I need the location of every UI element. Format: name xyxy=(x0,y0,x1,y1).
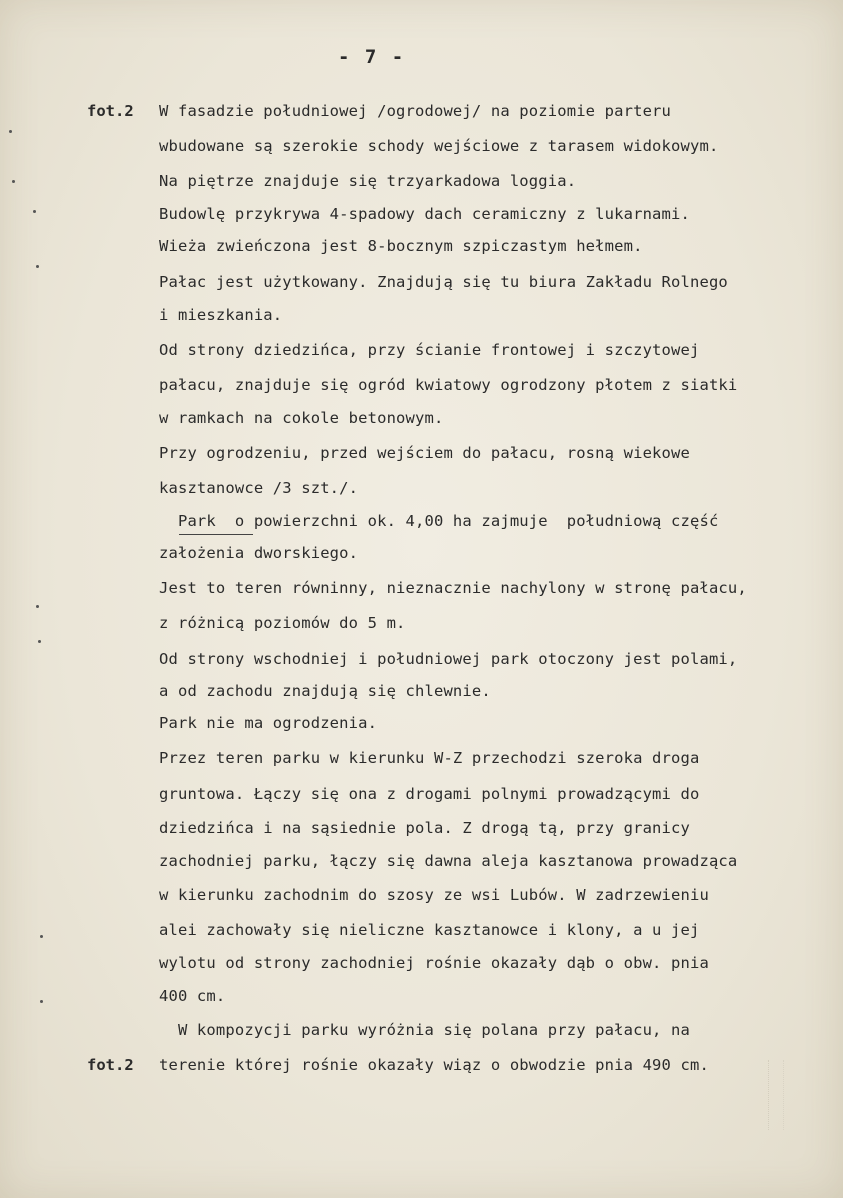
park-underline xyxy=(179,534,253,535)
text-line: kasztanowce /3 szt./. xyxy=(159,479,359,497)
text-line: i mieszkania. xyxy=(159,306,283,324)
text-line: Od strony wschodniej i południowej park otoczony jest polami, xyxy=(159,650,738,668)
faint-pencil-marks xyxy=(768,1060,784,1130)
text-line: 400 cm. xyxy=(159,987,226,1005)
text-line: Budowlę przykrywa 4-spadowy dach ceramiczny z lukarnami. xyxy=(159,205,690,223)
text-line: dziedzińca i na sąsiednie pola. Z drogą tą, przy granicy xyxy=(159,819,690,837)
text-line: Przez teren parku w kierunku W-Z przechodzi szeroka droga xyxy=(159,749,700,767)
text-line: Park o powierzchni ok. 4,00 ha zajmuje południową część xyxy=(159,512,719,530)
text-line: alei zachowały się nieliczne kasztanowce i klony, a u jej xyxy=(159,921,700,939)
text-line: W fasadzie południowej /ogrodowej/ na poziomie parteru xyxy=(159,102,672,120)
text-line: W kompozycji parku wyróżnia się polana przy pałacu, na xyxy=(159,1021,690,1039)
text-line: gruntowa. Łączy się ona z drogami polnymi prowadzącymi do xyxy=(159,785,700,803)
text-line: Jest to teren równinny, nieznacznie nachylony w stronę pałacu, xyxy=(159,579,747,597)
text-line: Park nie ma ogrodzenia. xyxy=(159,714,378,732)
text-line: pałacu, znajduje się ogród kwiatowy ogrodzony płotem z siatki xyxy=(159,376,738,394)
text-line: Na piętrze znajduje się trzyarkadowa loggia. xyxy=(159,172,577,190)
punch-mark xyxy=(9,130,12,133)
text-line: terenie której rośnie okazały wiąz o obwodzie pnia 490 cm. xyxy=(159,1056,709,1074)
text-line: założenia dworskiego. xyxy=(159,544,359,562)
text-line: Pałac jest użytkowany. Znajdują się tu biura Zakładu Rolnego xyxy=(159,273,728,291)
punch-mark xyxy=(36,605,39,608)
margin-note-photo-reference: fot.2 xyxy=(87,102,134,120)
text-line: w ramkach na cokole betonowym. xyxy=(159,409,444,427)
text-line: zachodniej parku, łączy się dawna aleja kasztanowa prowadząca xyxy=(159,852,738,870)
punch-mark xyxy=(33,210,36,213)
punch-mark xyxy=(38,640,41,643)
text-line: w kierunku zachodnim do szosy ze wsi Lubów. W zadrzewieniu xyxy=(159,886,709,904)
text-line: a od zachodu znajdują się chlewnie. xyxy=(159,682,491,700)
punch-mark xyxy=(40,935,43,938)
text-line: wbudowane są szerokie schody wejściowe z tarasem widokowym. xyxy=(159,137,719,155)
punch-mark xyxy=(12,180,15,183)
text-line: Przy ogrodzeniu, przed wejściem do pałacu, rosną wiekowe xyxy=(159,444,690,462)
text-line: Od strony dziedzińca, przy ścianie frontowej i szczytowej xyxy=(159,341,700,359)
page-number: - 7 - xyxy=(338,46,406,68)
punch-mark xyxy=(40,1000,43,1003)
margin-note-photo-reference: fot.2 xyxy=(87,1056,134,1074)
text-line: Wieża zwieńczona jest 8-bocznym szpiczastym hełmem. xyxy=(159,237,643,255)
text-line: wylotu od strony zachodniej rośnie okazały dąb o obw. pnia xyxy=(159,954,709,972)
punch-mark xyxy=(36,265,39,268)
text-line: z różnicą poziomów do 5 m. xyxy=(159,614,406,632)
